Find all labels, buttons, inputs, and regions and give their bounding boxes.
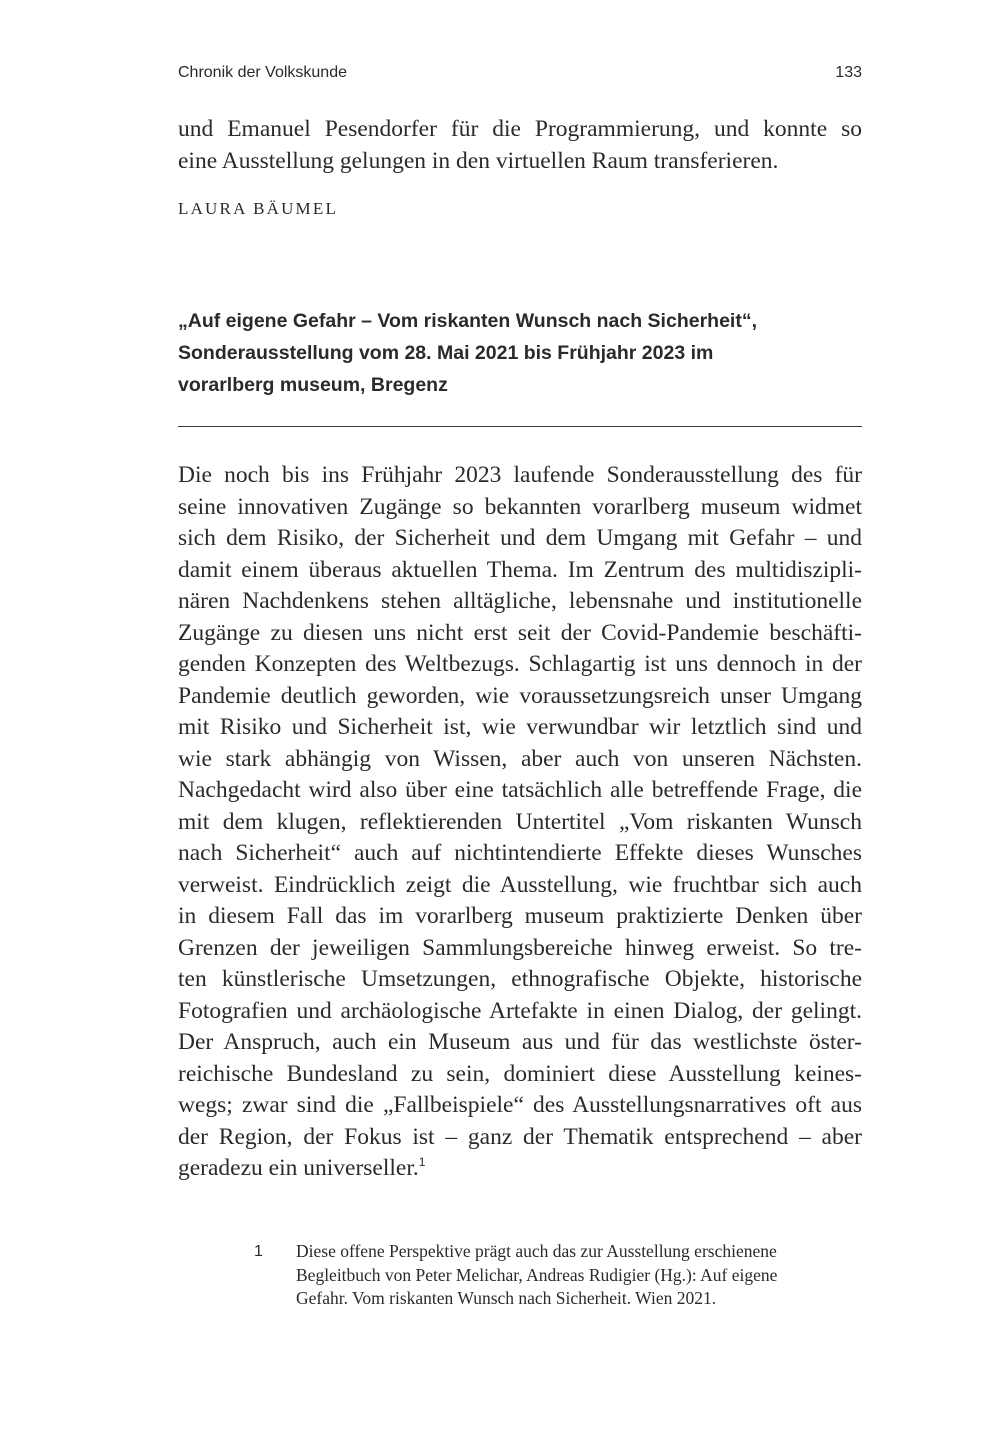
body-line: wie stark abhängig von Wissen, aber auch von unseren Nächsten. bbox=[178, 745, 862, 772]
body-line: nären Nachdenkens stehen alltägliche, lebensnahe und institutionelle bbox=[178, 588, 862, 614]
body-line: wegs; zwar sind die „Fallbeispiele“ des Ausstellungsnarratives oft aus bbox=[178, 1092, 862, 1118]
body-line: verweist. Eindrücklich zeigt die Ausstellung, wie fruchtbar sich auch bbox=[178, 871, 862, 898]
footnote-reference[interactable]: 1 bbox=[418, 1155, 426, 1169]
body-line: in diesem Fall das im vorarlberg museum praktizierte Denken über bbox=[178, 903, 862, 929]
body-line: Pandemie deutlich geworden, wie voraussetzungsreich unser Umgang bbox=[178, 682, 862, 709]
footnote-text bbox=[296, 1240, 824, 1311]
footnote-line: Diese offene Perspektive prägt auch das zur Ausstellung erschienene bbox=[296, 1241, 777, 1261]
body-line: Fotografien und archäologische Artefakte in einen Dialog, der gelingt. bbox=[178, 997, 862, 1024]
intro-line: und Emanuel Pesendorfer für die Programmierung, und konnte so bbox=[178, 116, 862, 142]
body-line: damit einem überaus aktuellen Thema. Im Zentrum des multidiszipli- bbox=[178, 556, 862, 583]
body-line: der Region, der Fokus ist – ganz der Thematik entsprechend – aber bbox=[178, 1123, 862, 1150]
body-line: Grenzen der jeweiligen Sammlungsbereiche hinweg erweist. So tre- bbox=[178, 934, 862, 961]
body-line: Nachgedacht wird also über eine tatsächlich alle betreffende Frage, die bbox=[178, 777, 862, 803]
page-number: 133 bbox=[835, 64, 862, 81]
body-line: seine innovativen Zugänge so bekannten vorarlberg museum widmet bbox=[178, 493, 862, 520]
body-line: mit Risiko und Sicherheit ist, wie verwundbar wir letztlich sind und bbox=[178, 714, 862, 740]
body-last-line bbox=[178, 1153, 862, 1185]
footnote-line: Gefahr. Vom riskanten Wunsch nach Sicherheit. Wien 2021. bbox=[296, 1288, 717, 1308]
body-line: genden Konzepten des Weltbezugs. Schlagartig ist uns dennoch in der bbox=[178, 651, 862, 677]
body-line: mit dem klugen, reflektierenden Untertitel „Vom riskanten Wunsch bbox=[178, 808, 862, 835]
body-last-line-text: geradezu ein universeller. bbox=[178, 1155, 419, 1181]
review-heading-line: vorarlberg museum, Bregenz bbox=[178, 374, 448, 396]
body-line: Der Anspruch, auch ein Museum aus und für das westlichste öster- bbox=[178, 1029, 862, 1055]
heading-divider bbox=[178, 426, 862, 427]
body-line: nach Sicherheit“ auch auf nichtintendierte Effekte dieses Wunsches bbox=[178, 840, 862, 866]
review-heading-line: „Auf eigene Gefahr – Vom riskanten Wunsch nach Sicherheit“, bbox=[178, 310, 758, 332]
body-line: Die noch bis ins Frühjahr 2023 laufende Sonderausstellung des für bbox=[178, 462, 862, 488]
author-name: LAURA BÄUMEL bbox=[178, 199, 339, 218]
body-line: ten künstlerische Umsetzungen, ethnografische Objekte, historische bbox=[178, 966, 862, 992]
body-line: Zugänge zu diesen uns nicht erst seit der Covid-Pandemie beschäfti- bbox=[178, 619, 862, 646]
footnote-line: Begleitbuch von Peter Melichar, Andreas Rudigier (Hg.): Auf eigene bbox=[296, 1264, 778, 1285]
intro-paragraph bbox=[178, 113, 862, 177]
intro-line: eine Ausstellung gelungen in den virtuellen Raum transferieren. bbox=[178, 148, 779, 174]
footnote-number: 1 bbox=[254, 1243, 263, 1260]
body-line: reichische Bundesland zu sein, dominiert diese Ausstellung keines- bbox=[178, 1060, 862, 1087]
review-heading-line: Sonderausstellung vom 28. Mai 2021 bis Frühjahr 2023 im bbox=[178, 342, 714, 364]
review-heading bbox=[178, 305, 862, 401]
body-paragraph bbox=[178, 460, 862, 1185]
body-line: sich dem Risiko, der Sicherheit und dem Umgang mit Gefahr – und bbox=[178, 525, 862, 551]
running-head-title: Chronik der Volkskunde bbox=[178, 64, 347, 81]
